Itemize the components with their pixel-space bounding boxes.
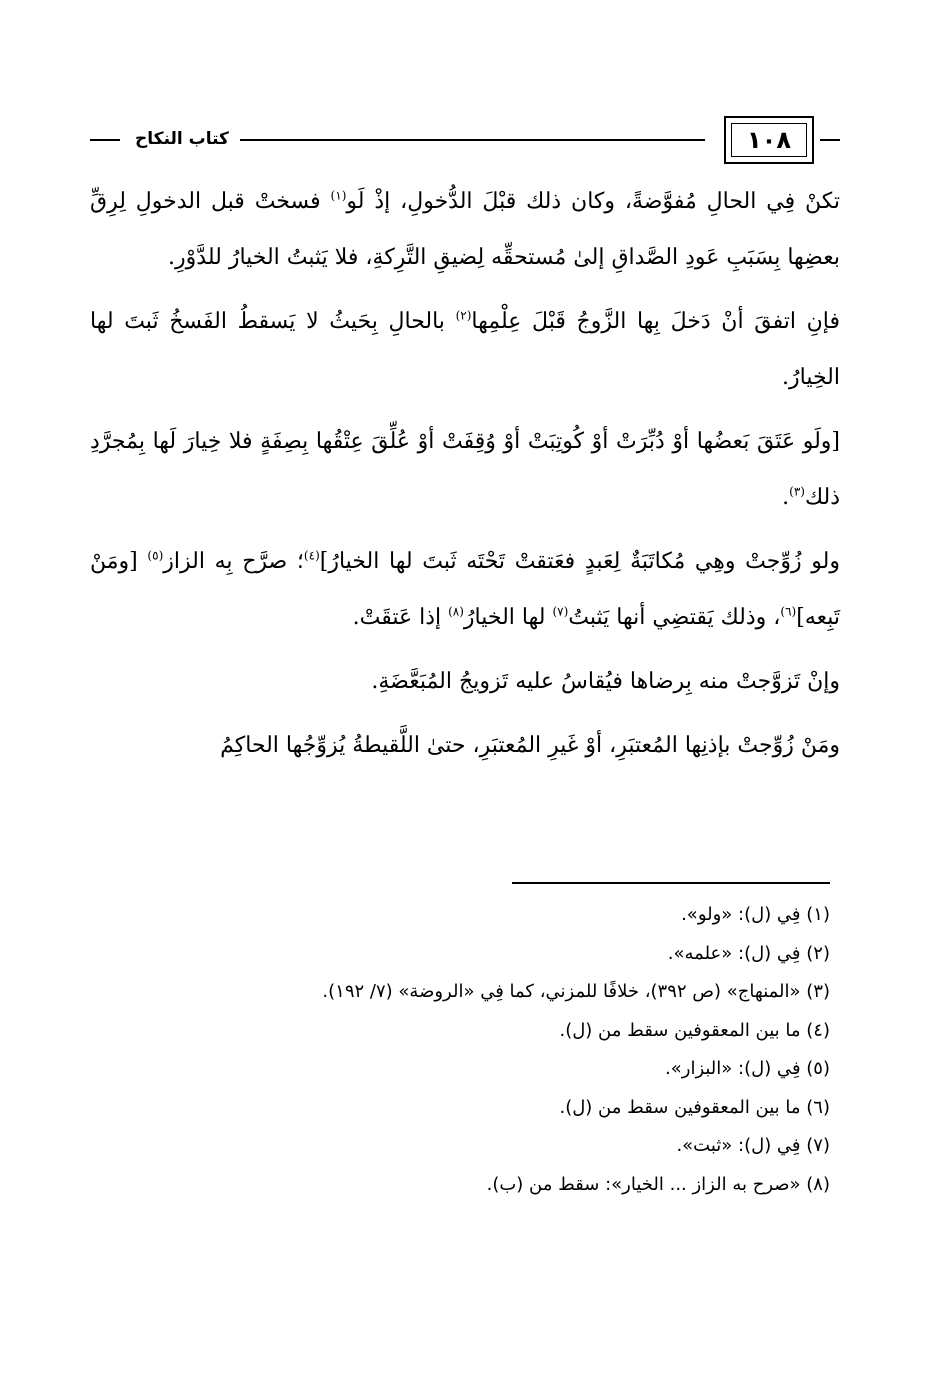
header-rule-right	[820, 139, 840, 141]
paragraph-5	[90, 654, 840, 710]
paragraph-text: ، وذلك يَقتضِي أنها يَثبتُ	[568, 605, 781, 630]
paragraph-4	[90, 534, 840, 646]
footnote-ref: (٧)	[552, 604, 569, 619]
page-number-frame	[724, 116, 814, 164]
paragraph-text: .	[782, 485, 790, 510]
paragraph-text: [ولَو عَتَقَ بَعضُها أوْ دُبِّرَتْ أوْ كُوتِبَتْ أوْ وُقِفَتْ أوْ عُلِّقَ عِتْقُها بِصِفَةٍ فلا خِيارَ لَها بِمُجرَّدِ ذلك	[90, 429, 840, 510]
footnote-2: (٢) فِي (ل): «علمه».	[667, 942, 830, 964]
footnote-3: (٣) «المنهاج» (ص ٣٩٢)، خلافًا للمزني، كما فِي «الروضة» (٧/ ١٩٢).	[322, 981, 830, 1002]
footnote-separator	[512, 882, 830, 884]
paragraph-text: [ومَنْ تَبِعه]	[90, 549, 840, 630]
page-number: ١٠٨	[731, 123, 807, 157]
page-header	[90, 116, 840, 166]
header-rule-main	[240, 139, 705, 141]
paragraph-text: لها الخيارُ	[463, 605, 553, 630]
paragraph-text: إذا عَتقَتْ.	[352, 605, 449, 630]
footnote-ref: (٦)	[780, 604, 797, 619]
paragraph-text: ومَنْ زُوِّجتْ بإذنِها المُعتبَرِ، أوْ غَيرِ المُعتبَرِ، حتىٰ اللَّقيطةُ يُزوِّجُها الحاكِمُ	[220, 733, 840, 758]
footnote-7: (٧) فِي (ل): «ثبت».	[676, 1135, 830, 1156]
footnote-4: (٤) ما بين المعقوفين سقط من (ل).	[559, 1019, 830, 1041]
footnote-ref: (١)	[330, 188, 347, 203]
paragraph-text: بالحالِ بِحَيثُ لا يَسقطُ الفَسخُ ثَبتَ لها الخِيارُ.	[90, 309, 840, 390]
paragraph-1	[90, 174, 840, 286]
paragraph-text: ولو زُوِّجتْ وهِي مُكاتَبَةٌ لِعَبدٍ فعَتقتْ تَحْتَه ثَبتَ لها الخيارُ]	[319, 549, 841, 574]
footnote-ref: (٨)	[448, 604, 464, 619]
book-title: كتاب النكاح	[135, 129, 229, 149]
header-rule-left	[90, 139, 120, 141]
footnote-1: (١) فِي (ل): «ولو».	[681, 904, 830, 925]
footnote-6: (٦) ما بين المعقوفين سقط من (ل).	[559, 1096, 830, 1118]
paragraph-text: ؛ صرَّح بِه الزاز	[163, 549, 304, 574]
paragraph-2	[90, 294, 840, 406]
footnote-ref: (٣)	[789, 484, 805, 499]
paragraph-text: وإنْ تَزوَّجتْ منه بِرضاها فيُقاسُ عليه تَزويجُ المُبَعَّضَةِ.	[371, 669, 840, 694]
footnote-ref: (٢)	[455, 308, 472, 323]
paragraph-text: تكنْ فِي الحالِ مُفوَّضةً، وكان ذلك قبْلَ الدُّخولِ، إذْ لَو	[346, 189, 840, 214]
footnote-5: (٥) فِي (ل): «البزار».	[665, 1058, 830, 1079]
footnote-ref: (٥)	[147, 548, 164, 563]
paragraph-6	[90, 718, 840, 774]
paragraph-text: فإنِ اتفقَ أنْ دَخلَ بِها الزَّوجُ قَبْلَ عِلْمِها	[471, 309, 840, 334]
main-text	[90, 174, 840, 782]
paragraph-3	[90, 414, 840, 526]
paragraph-text: فسختْ قبل الدخولِ لِرِقِّ بعضِها بِسَبَبِ عَودِ الصَّداقِ إلىٰ مُستحقِّه لِضيقِ التَّرِكةِ، فلا يَثبتُ الخيارُ للدَّوْرِ.	[90, 189, 840, 270]
footnote-ref: (٤)	[303, 548, 320, 563]
footnote-8: (٨) «صرح به الزاز ... الخيار»: سقط من (ب).	[486, 1173, 830, 1195]
footnotes	[120, 896, 830, 1204]
